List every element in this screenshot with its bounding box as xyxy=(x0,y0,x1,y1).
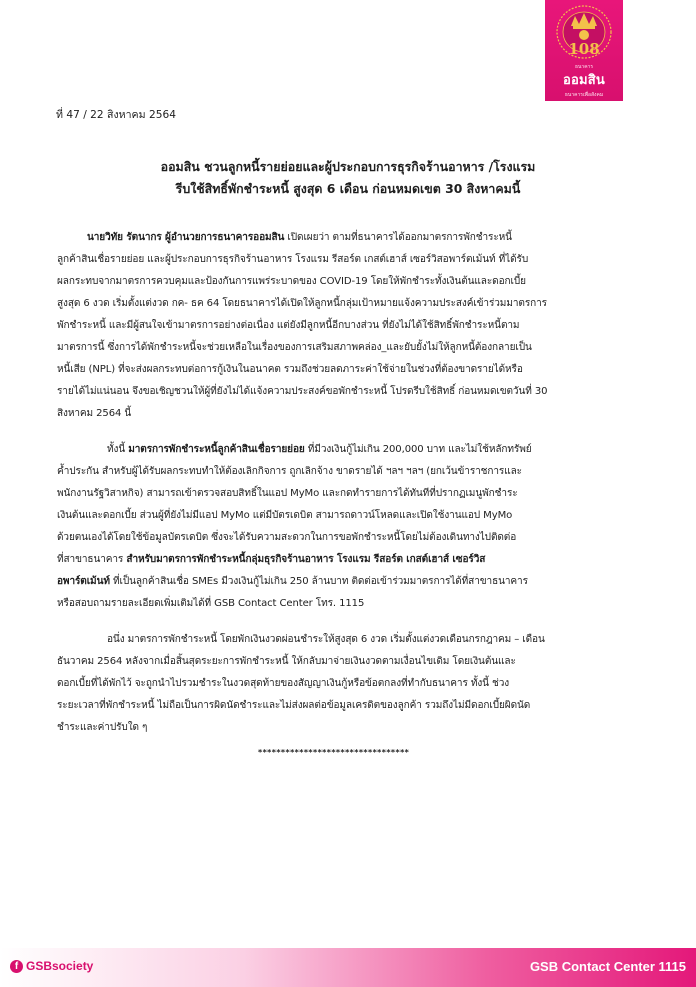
p1-line-2: ลูกค้าสินเชื่อรายย่อย และผู้ประกอบการธุรกิจร้านอาหาร โรงแรม รีสอร์ต เกสต์เฮาส์ เซอร์วิสอพาร์ตเม้นท์ ที่ได้รับ xyxy=(57,254,529,265)
facebook-icon: f xyxy=(10,960,23,973)
p1-line-8: รายได้ไม่แน่นอน จึงขอเชิญชวนให้ผู้ที่ยังไม่ได้แจ้งความประสงค์ขอพักชำระหนี้ โปรดรีบใช้สิทธิ์ ก่อนหมดเขตวันที่ 30 xyxy=(57,386,548,397)
p1-line-7: หนี้เสีย (NPL) ที่จะส่งผลกระทบต่อการกู้เงินในอนาคต รวมถึงช่วยลดภาระค่าใช้จ่ายในช่วงที่ต้องขาดรายได้หรือ xyxy=(57,364,523,375)
logo-name: ออมสิน xyxy=(562,73,605,88)
p2-line-1: ทั้งนี้ มาตรการพักชำระหนี้ลูกค้าสินเชื่อรายย่อย ที่มีวงเงินกู้ไม่เกิน 200,000 บาท และไม่ใช้หลักทรัพย์ xyxy=(107,444,532,455)
logo-tagline: ธนาคารเพื่อสังคม xyxy=(564,92,604,98)
title-line-1: ออมสิน ชวนลูกหนี้รายย่อยและผู้ประกอบการธุรกิจร้านอาหาร /โรงแรม xyxy=(160,159,536,174)
p3-line-4: ระยะเวลาที่พักชำระหนี้ ไม่ถือเป็นการผิดนัดชำระและไม่ส่งผลต่อข้อมูลเครดิตของลูกค้า รวมถึงไม่มีดอกเบี้ยผิดนัด xyxy=(57,700,531,711)
p1-line-3: ผลกระทบจากมาตรการควบคุมและป้องกันการแพร่ระบาดของ COVID-19 โดยให้พักชำระทั้งเงินต้นและดอกเบี้ย xyxy=(57,276,526,287)
p3-line-3: ดอกเบี้ยที่ได้พักไว้ จะถูกนำไปรวมชำระในงวดสุดท้ายของสัญญาเงินกู้หรือข้อตกลงที่ทำกับธนาคาร ทั้งนี้ ช่วง xyxy=(57,678,510,689)
p2-line-7: อพาร์ตเม้นท์ ที่เป็นลูกค้าสินเชื่อ SMEs มีวงเงินกู้ไม่เกิน 250 ล้านบาท ติดต่อเข้าร่วมมาตรการได้ที่สาขาธนาคาร xyxy=(57,576,528,587)
crown-emblem-icon xyxy=(554,4,614,62)
p2-line-6: ที่สาขาธนาคาร สำหรับมาตรการพักชำระหนี้กลุ่มธุรกิจร้านอาหาร โรงแรม รีสอร์ต เกสต์เฮาส์ เซอร์วิส xyxy=(57,554,486,565)
footer-bar xyxy=(0,948,696,987)
p1-line-9: สิงหาคม 2564 นี้ xyxy=(57,408,132,419)
reference-number: ที่ 47 / 22 สิงหาคม 2564 xyxy=(56,109,176,121)
logo-small-label: ธนาคาร xyxy=(574,64,594,70)
p1-line-4: สูงสุด 6 งวด เริ่มตั้งแต่งวด กค- ธค 64 โดยธนาคารได้เปิดให้ลูกหนี้กลุ่มเป้าหมายแจ้งความประสงค์เข้าร่วมมาตรการ xyxy=(57,298,547,309)
facebook-handle: GSBsociety xyxy=(26,959,94,973)
p1-line-5: พักชำระหนี้ และมีผู้สนใจเข้ามาตรการอย่างต่อเนื่อง แต่ยังมีลูกหนี้อีกบางส่วน ที่ยังไม่ได้ใช้สิทธิ์พักชำระหนี้ตาม xyxy=(57,320,520,331)
p3-line-1: อนึ่ง มาตรการพักชำระหนี้ โดยพักเงินงวดผ่อนชำระให้สูงสุด 6 งวด เริ่มตั้งแต่งวดเดือนกรกฎาคม – เดือน xyxy=(107,634,545,645)
p2-line-5: ด้วยตนเองได้โดยใช้ข้อมูลบัตรเดบิต ซึ่งจะได้รับความสะดวกในการขอพักชำระหนี้โดยไม่ต้องเดินทางไปติดต่อ xyxy=(57,532,517,543)
title-line-2: รีบใช้สิทธิ์พักชำระหนี้ สูงสุด 6 เดือน ก่อนหมดเขต 30 สิงหาคมนี้ xyxy=(175,181,521,196)
facebook-link[interactable] xyxy=(10,959,93,973)
anniversary-number: 108 xyxy=(568,40,600,58)
p1-line-1: นายวิทัย รัตนากร ผู้อำนวยการธนาคารออมสิน เปิดเผยว่า ตามที่ธนาคารได้ออกมาตรการพักชำระหนี้ xyxy=(87,232,512,243)
p1-line-6: มาตรการนี้ ซึ่งการได้พักชำระหนี้จะช่วยเหลือในเรื่องของการเสริมสภาพคล่อง_และยับยั้งไม่ให้ลูกหนี้ต้องกลายเป็น xyxy=(57,342,532,353)
p2-line-2: ค้ำประกัน สำหรับผู้ได้รับผลกระทบทำให้ต้องเลิกกิจการ ถูกเลิกจ้าง ขาดรายได้ ฯลฯ ฯลฯ (ยกเว้นข้าราชการและ xyxy=(57,466,522,477)
p2-line-3: พนักงานรัฐวิสาหกิจ) สามารถเข้าตรวจสอบสิทธิ์ในแอป MyMo และกดทำรายการได้ทันทีที่ปรากฏเมนูพักชำระ xyxy=(57,488,518,499)
p2-line-4: เงินต้นและดอกเบี้ย ส่วนผู้ที่ยังไม่มีแอป MyMo แต่มีบัตรเดบิต สามารถดาวน์โหลดและเปิดใช้งานแอป MyMo xyxy=(57,510,513,521)
separator-stars: ********************************* xyxy=(258,748,410,757)
p3-line-2: ธันวาคม 2564 หลังจากเมื่อสิ้นสุดระยะการพักชำระหนี้ ให้กลับมาจ่ายเงินงวดตามเงื่อนไขเดิม โดยเงินต้นและ xyxy=(57,656,516,667)
contact-center: GSB Contact Center 1115 xyxy=(529,959,686,974)
p2-line-8: หรือสอบถามรายละเอียดเพิ่มเติมได้ที่ GSB Contact Center โทร. 1115 xyxy=(57,598,365,609)
gsb-logo xyxy=(545,0,623,101)
p3-line-5: ชำระและค่าปรับใด ๆ xyxy=(57,722,148,733)
